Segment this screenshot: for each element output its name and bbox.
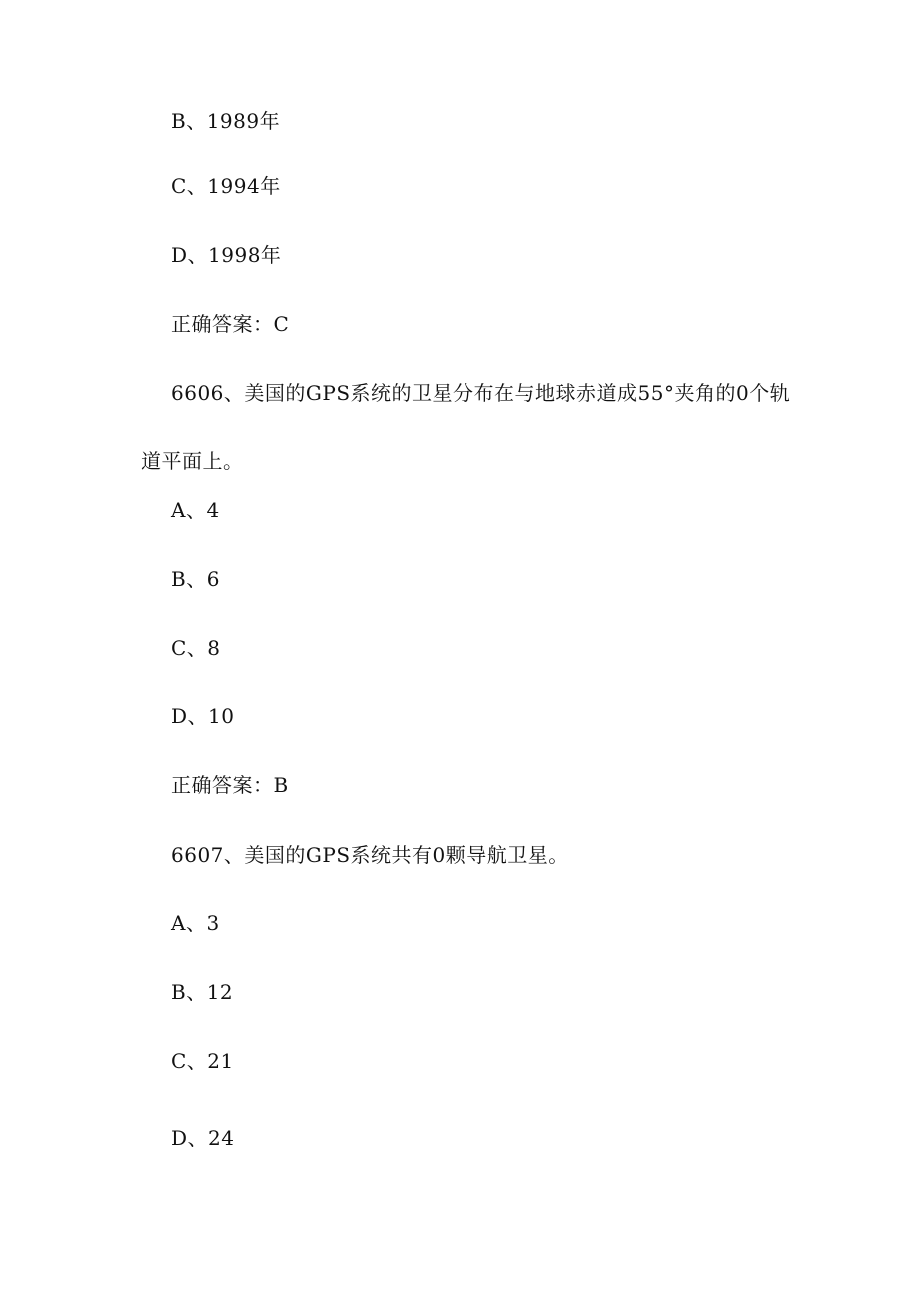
option-c-21: C、21 [171,1049,234,1073]
question-6606: 6606、美国的GPS系统的卫星分布在与地球赤道成55°夹角的0个轨道平面上。 [141,381,791,473]
correct-answer-b: 正确答案：B [171,773,289,797]
option-a-3: A、3 [171,911,220,935]
question-6607: 6607、美国的GPS系统共有0颗导航卫星。 [171,843,569,867]
option-c-year-1994: C、1994年 [171,174,281,198]
option-d-10: D、10 [171,704,235,728]
option-d-24: D、24 [171,1126,235,1150]
option-a-4: A、4 [171,498,220,522]
option-b-6: B、6 [171,567,220,591]
option-b-year-1989: B、1989年 [171,109,281,133]
option-d-year-1998: D、1998年 [171,243,282,267]
option-c-8: C、8 [171,636,221,660]
option-b-12: B、12 [171,980,234,1004]
correct-answer-c: 正确答案：C [171,312,290,336]
